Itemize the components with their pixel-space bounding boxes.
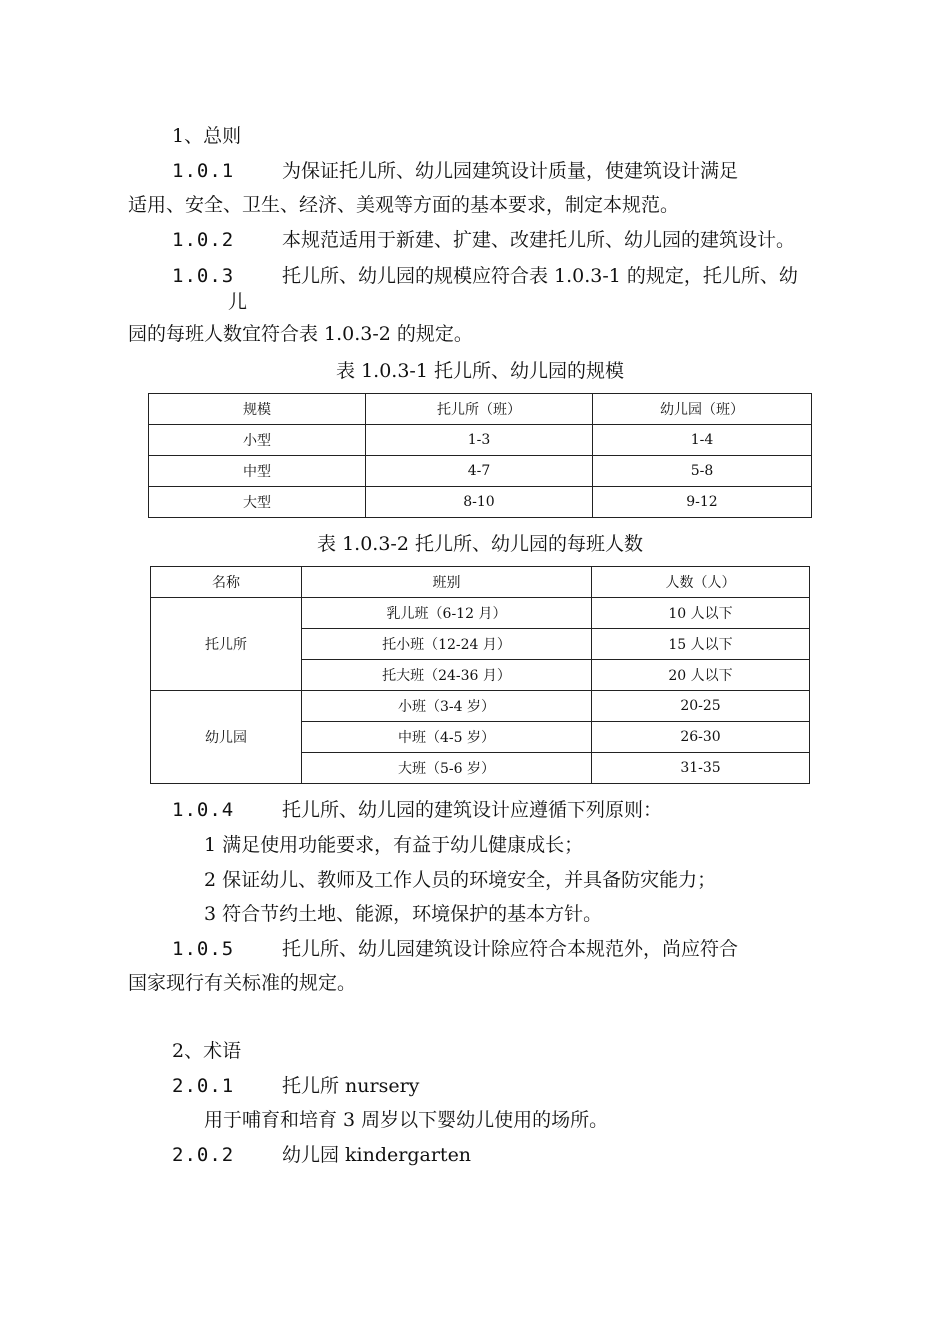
section-1-heading: 1、总则 [172, 125, 242, 147]
cell: 15 人以下 [592, 629, 810, 660]
clause-num: 1.0.5 [172, 938, 235, 960]
clause-text: 幼儿园 kindergarten [282, 1144, 472, 1166]
cell: 9-12 [593, 487, 812, 518]
clause-text: 托儿所 nursery [282, 1075, 420, 1097]
table-row [149, 456, 812, 487]
cell: 大型 [149, 487, 366, 518]
cell: 1-4 [593, 425, 812, 456]
header-cell: 名称 [151, 567, 302, 598]
cell: 4-7 [366, 456, 593, 487]
clause-text: 适用、安全、卫生、经济、美观等方面的基本要求，制定本规范。 [128, 194, 680, 216]
cell: 1-3 [366, 425, 593, 456]
clause-text: 园的每班人数宜符合表 1.0.3-2 的规定。 [128, 323, 473, 345]
clause-text: 用于哺育和培育 3 周岁以下婴幼儿使用的场所。 [204, 1109, 609, 1131]
cell: 托小班（12-24 月） [302, 629, 592, 660]
clause-num: 2.0.2 [172, 1144, 235, 1166]
clause-num: 1.0.2 [172, 229, 235, 251]
table-header-row [151, 567, 810, 598]
list-item: 2 保证幼儿、教师及工作人员的环境安全，并具备防灾能力； [204, 869, 717, 891]
header-cell: 人数（人） [592, 567, 810, 598]
cell: 中班（4-5 岁） [302, 722, 592, 753]
clause-num: 1.0.1 [172, 160, 235, 182]
header-cell: 幼儿园（班） [593, 394, 812, 425]
table-header-row [149, 394, 812, 425]
cell: 20-25 [592, 691, 810, 722]
table-row [149, 425, 812, 456]
list-item: 3 符合节约土地、能源，环境保护的基本方针。 [204, 903, 603, 925]
clause-num: 2.0.1 [172, 1075, 235, 1097]
cell: 26-30 [592, 722, 810, 753]
header-cell: 托儿所（班） [366, 394, 593, 425]
clause-text: 儿 [228, 291, 248, 313]
table-row [149, 487, 812, 518]
cell: 10 人以下 [592, 598, 810, 629]
clause-text: 托儿所、幼儿园的建筑设计应遵循下列原则： [282, 799, 663, 821]
clause-num: 1.0.3 [172, 265, 235, 287]
group-cell: 幼儿园 [151, 691, 302, 784]
table-row [151, 598, 810, 629]
cell: 小型 [149, 425, 366, 456]
table-2 [150, 566, 810, 784]
clause-num: 1.0.4 [172, 799, 235, 821]
cell: 20 人以下 [592, 660, 810, 691]
clause-text: 本规范适用于新建、扩建、改建托儿所、幼儿园的建筑设计。 [282, 229, 796, 251]
table-1 [148, 393, 812, 518]
cell: 31-35 [592, 753, 810, 784]
cell: 中型 [149, 456, 366, 487]
table-2-caption: 表 1.0.3-2 托儿所、幼儿园的每班人数 [317, 533, 643, 555]
clause-text: 国家现行有关标准的规定。 [128, 972, 357, 994]
cell: 托大班（24-36 月） [302, 660, 592, 691]
section-2-heading: 2、术语 [172, 1040, 242, 1062]
clause-text: 托儿所、幼儿园建筑设计除应符合本规范外，尚应符合 [282, 938, 739, 960]
clause-text: 为保证托儿所、幼儿园建筑设计质量，使建筑设计满足 [282, 160, 739, 182]
cell: 大班（5-6 岁） [302, 753, 592, 784]
group-cell: 托儿所 [151, 598, 302, 691]
header-cell: 班别 [302, 567, 592, 598]
cell: 8-10 [366, 487, 593, 518]
table-row [151, 691, 810, 722]
header-cell: 规模 [149, 394, 366, 425]
cell: 乳儿班（6-12 月） [302, 598, 592, 629]
table-1-caption: 表 1.0.3-1 托儿所、幼儿园的规模 [336, 360, 624, 382]
cell: 5-8 [593, 456, 812, 487]
clause-text: 托儿所、幼儿园的规模应符合表 1.0.3-1 的规定，托儿所、幼 [282, 265, 798, 287]
list-item: 1 满足使用功能要求，有益于幼儿健康成长； [204, 834, 584, 856]
cell: 小班（3-4 岁） [302, 691, 592, 722]
